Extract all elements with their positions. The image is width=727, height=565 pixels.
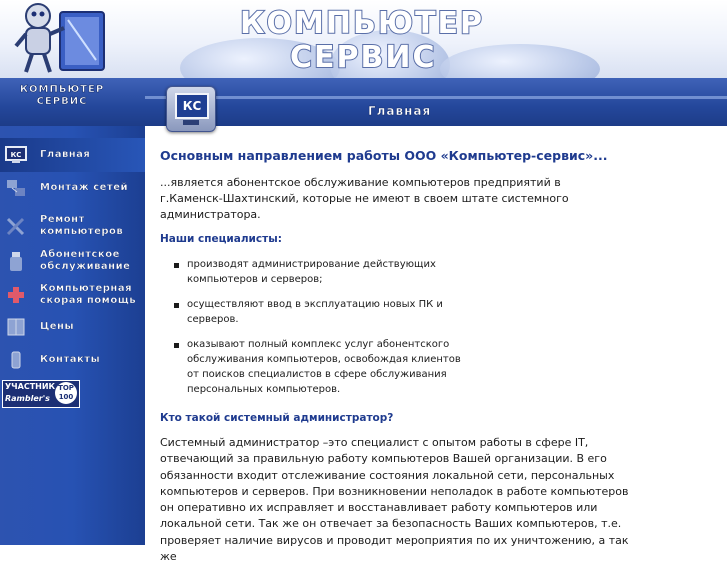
sysadmin-heading: Кто такой системный администратор? [160,412,394,424]
phone-icon [4,349,28,371]
small-logo-line1: КОМПЬЮТЕР [19,84,105,95]
nav-item-prices[interactable] [0,310,145,344]
site-header [0,0,727,78]
logo-title-line1: КОМПЬЮТЕР [240,6,485,41]
kc-monitor-stand [183,120,199,125]
nav-item-repair[interactable] [0,206,145,246]
list-item: оказывают полный комплекс услуг абонентского обслуживания компьютеров, освобождая клиентов от поисков специалистов в сфере обслуживания персональных компьютеров. [174,337,474,397]
sysadmin-paragraph: Системный администратор –это специалист с опытом работы в сфере IT, отвечающий за правильную работу компьютеров Вашей организации. В его обязанности входит отслеживание состояния локальной сети, персональных компьютеров и серверов. При возникновении неполадок в работе компьютеров он оперативно их исправляет и восстанавливает работу компьютеров или локальной сети. Так же он отвечает за безопасность Ваших компьютеров, т.е. проверяет наличие вирусов и проводит мероприятия по их уничтожению, а так же [160,436,629,564]
nav-item-network[interactable] [0,171,145,205]
small-logo[interactable] [12,84,112,108]
nav-item-contacts[interactable] [0,343,145,377]
nav-label: Главная [40,149,91,160]
list-item: производят администрирование действующих компьютеров и серверов; [174,257,474,287]
small-logo-line2: СЕРВИС [36,96,88,107]
content-intro: ...является абонентское обслуживание компьютеров предприятий в г.Каменск-Шахтинский, которые не имеют в своем штате системного администратора. [160,176,569,221]
logo-title-line2: СЕРВИС [290,40,437,75]
nav-label: Компьютерная скорая помощь [40,283,137,306]
nav-label: Монтаж сетей [40,182,129,193]
nav-label: Контакты [40,354,101,365]
rambler-name-label: Rambler's [5,394,50,403]
band-stripe [145,96,727,99]
kc-monitor-screen: КС [175,93,209,119]
rambler-top100-badge[interactable] [2,380,80,408]
rambler-top-number: 100 [58,393,74,401]
svg-text:КС: КС [10,151,22,159]
tools-icon [4,215,28,237]
book-icon [4,316,28,338]
nav-label: Ремонт компьютеров [40,214,124,237]
nav-label: Абонентское обслуживание [40,249,131,272]
list-item: осуществляют ввод в эксплуатацию новых ПК и серверов. [174,297,474,327]
page-heading: Главная [368,104,432,118]
specialists-heading: Наши специалисты: [160,233,282,245]
specialists-list [174,257,474,407]
rambler-top-text: TOP [58,384,74,392]
rambler-top-circle [55,382,77,404]
bottle-icon [4,250,28,272]
nav-item-home[interactable] [0,138,145,172]
rambler-participant-label: УЧАСТНИК [5,382,56,391]
content-title: Основным направлением работы ООО «Компьютер-сервис»... [160,148,608,163]
kc-monitor-icon [4,144,28,166]
medical-icon [4,284,28,306]
nav-item-emergency[interactable] [0,275,145,315]
mascot-logo[interactable] [8,2,108,76]
nav-label: Цены [40,321,75,332]
network-icon [4,177,28,199]
kc-monitor-icon [166,86,216,132]
